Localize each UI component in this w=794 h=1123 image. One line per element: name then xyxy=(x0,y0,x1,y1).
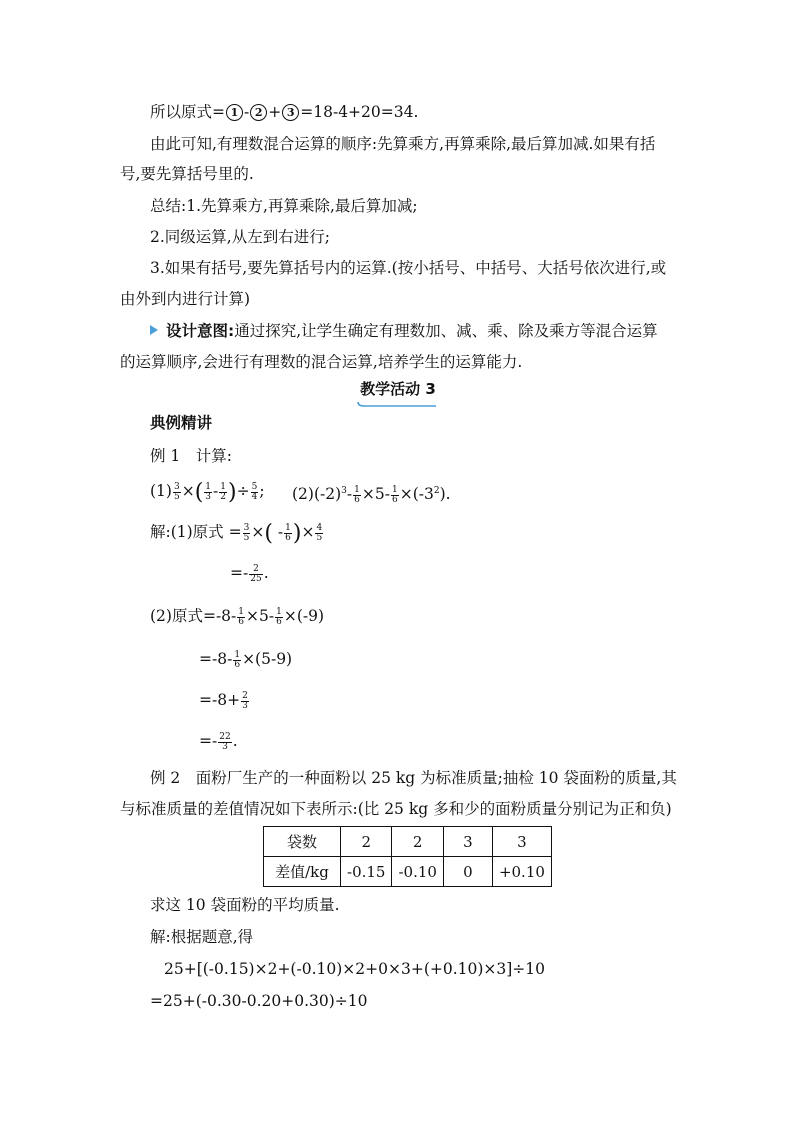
triangle-icon xyxy=(150,325,158,335)
circled-number: 1 xyxy=(226,104,243,121)
example2-calc1: 25+[(-0.15)×2+(-0.10)×2+0×3+(+0.10)×3]÷10 xyxy=(164,960,546,978)
table-cell: 0 xyxy=(443,857,492,887)
design-intent: 设计意图:通过探究,让学生确定有理数加、减、乘、除及乘方等混合运算 xyxy=(150,321,658,341)
solution-1-step2: =- $\frac{2}{25}$ . xyxy=(230,563,269,584)
solution-2-step4: =- $\frac{22}{3}$ . xyxy=(199,731,238,752)
table-cell: 2 xyxy=(341,827,392,857)
heading-underline-icon xyxy=(356,400,440,408)
example1-title: 例 1 计算: xyxy=(150,447,233,465)
table-cell: +0.10 xyxy=(492,857,551,887)
section-heading: 教学活动 3 xyxy=(343,378,453,408)
text-line: 的运算顺序,会进行有理数的混合运算,培养学生的运算能力. xyxy=(120,353,523,371)
problem-1: (1) $\frac{3}{5}$ ×( $\frac{1}{3}$ - $\frac{1}{2}$ )÷ $\frac{5}{4}$ ; xyxy=(150,480,265,505)
solution-2-step2: =-8- $\frac{1}{6}$ ×(5-9) xyxy=(199,649,293,670)
text-line: 号,要先算括号里的. xyxy=(120,165,254,183)
example2-question: 求这 10 袋面粉的平均质量. xyxy=(150,896,340,914)
table-cell: 2 xyxy=(392,827,443,857)
example2-calc2: =25+(-0.30-0.20+0.30)÷10 xyxy=(150,992,368,1010)
circled-number: 2 xyxy=(250,104,267,121)
solution-2-step1: (2)原式=-8- $\frac{1}{6}$ ×5- $\frac{1}{6}$ ×(-9) xyxy=(150,606,325,627)
text-line: 所以原式= 1 - 2 + 3 =18-4+20=34. xyxy=(150,103,419,121)
subsection-title: 典例精讲 xyxy=(150,414,213,432)
table-row xyxy=(264,827,552,857)
text-line: 总结:1.先算乘方,再算乘除,最后算加减; xyxy=(150,197,418,215)
table-cell: 3 xyxy=(492,827,551,857)
text-line: 由此可知,有理数混合运算的顺序:先算乘方,再算乘除,最后算加减.如果有括 xyxy=(150,135,656,153)
example2-line1: 例 2 面粉厂生产的一种面粉以 25 kg 为标准质量;抽检 10 袋面粉的质量,其 xyxy=(150,769,677,787)
text-line: 2.同级运算,从左到右进行; xyxy=(150,228,330,246)
text-line: 由外到内进行计算) xyxy=(120,290,251,308)
table-row xyxy=(264,857,552,887)
solution-2-step3: =-8+ $\frac{2}{3}$ xyxy=(199,690,248,711)
solution-1-step1: 解:(1)原式 = $\frac{3}{5}$ ×( - $\frac{1}{6}$ )× $\frac{4}{5}$ xyxy=(150,521,323,546)
table-cell: -0.10 xyxy=(392,857,443,887)
example2-line2: 与标准质量的差值情况如下表所示:(比 25 kg 多和少的面粉质量分别记为正和负) xyxy=(120,800,672,818)
problem-2: $(2)(-2)^3-$ $\frac{1}{6}$ ×5- $\frac{1}{6}$ $\times(-3^2)$. xyxy=(292,484,451,505)
difference-table xyxy=(263,826,552,887)
circled-number: 3 xyxy=(282,104,299,121)
example2-solution: 解:根据题意,得 xyxy=(150,928,254,946)
table-cell: -0.15 xyxy=(341,857,392,887)
text-line: 3.如果有括号,要先算括号内的运算.(按小括号、中括号、大括号依次进行,或 xyxy=(150,259,667,277)
table-cell: 3 xyxy=(443,827,492,857)
table-cell: 差值/kg xyxy=(264,857,341,887)
table-cell: 袋数 xyxy=(264,827,341,857)
